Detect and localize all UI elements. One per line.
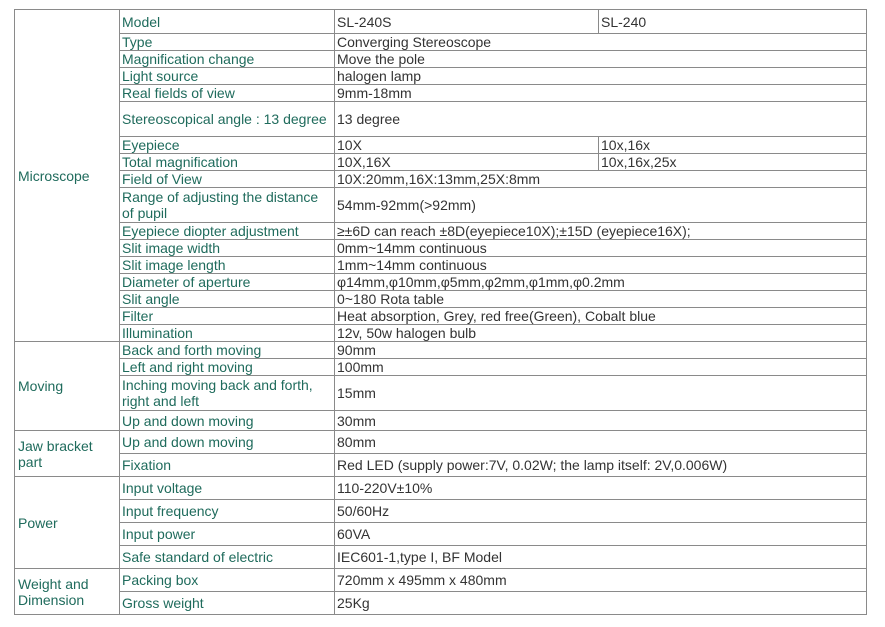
row-value: halogen lamp bbox=[335, 68, 867, 85]
table-row bbox=[15, 477, 867, 500]
row-value: 30mm bbox=[335, 411, 867, 431]
spec-table bbox=[14, 9, 867, 615]
row-label: Safe standard of electric bbox=[120, 546, 335, 569]
row-label: Up and down moving bbox=[120, 411, 335, 431]
row-label: Light source bbox=[120, 68, 335, 85]
table-row bbox=[15, 376, 867, 411]
row-label: Inching moving back and forth, right and left bbox=[120, 376, 335, 411]
row-label: Slit angle bbox=[120, 291, 335, 308]
table-row bbox=[15, 523, 867, 546]
row-value: Move the pole bbox=[335, 51, 867, 68]
row-label: Fixation bbox=[120, 454, 335, 477]
row-value: 110-220V±10% bbox=[335, 477, 867, 500]
table-row bbox=[15, 51, 867, 68]
row-label: Slit image width bbox=[120, 240, 335, 257]
table-row bbox=[15, 154, 867, 171]
row-value: Heat absorption, Grey, red free(Green), Cobalt blue bbox=[335, 308, 867, 325]
table-row bbox=[15, 85, 867, 102]
table-row bbox=[15, 342, 867, 359]
row-label: Slit image length bbox=[120, 257, 335, 274]
row-label: Eyepiece diopter adjustment bbox=[120, 223, 335, 240]
row-label: Total magnification bbox=[120, 154, 335, 171]
row-label: Range of adjusting the distance of pupil bbox=[120, 188, 335, 223]
row-label: Real fields of view bbox=[120, 85, 335, 102]
row-value: 10X:20mm,16X:13mm,25X:8mm bbox=[335, 171, 867, 188]
row-value: 100mm bbox=[335, 359, 867, 376]
header-label: Model bbox=[120, 10, 335, 34]
row-value: 13 degree bbox=[335, 102, 867, 137]
row-label: Left and right moving bbox=[120, 359, 335, 376]
row-label: Field of View bbox=[120, 171, 335, 188]
row-value: 1mm~14mm continuous bbox=[335, 257, 867, 274]
group-microscope: Microscope bbox=[15, 10, 120, 342]
row-label: Input voltage bbox=[120, 477, 335, 500]
header-model-b: SL-240 bbox=[599, 10, 867, 34]
row-label: Type bbox=[120, 34, 335, 51]
table-row bbox=[15, 240, 867, 257]
row-value: IEC601-1,type I, BF Model bbox=[335, 546, 867, 569]
row-value-a: 10X,16X bbox=[335, 154, 599, 171]
table-row bbox=[15, 188, 867, 223]
table-row bbox=[15, 325, 867, 342]
row-value: 60VA bbox=[335, 523, 867, 546]
table-row bbox=[15, 34, 867, 51]
row-value: 12v, 50w halogen bulb bbox=[335, 325, 867, 342]
row-value-b: 10x,16x,25x bbox=[599, 154, 867, 171]
row-label: Gross weight bbox=[120, 592, 335, 615]
table-row bbox=[15, 291, 867, 308]
table-row bbox=[15, 411, 867, 431]
row-value: 50/60Hz bbox=[335, 500, 867, 523]
row-label: Eyepiece bbox=[120, 137, 335, 154]
table-row bbox=[15, 431, 867, 454]
group-power: Power bbox=[15, 477, 120, 569]
row-label: Up and down moving bbox=[120, 431, 335, 454]
table-row bbox=[15, 500, 867, 523]
table-row bbox=[15, 592, 867, 615]
table-row bbox=[15, 359, 867, 376]
row-value: 0mm~14mm continuous bbox=[335, 240, 867, 257]
row-value: 25Kg bbox=[335, 592, 867, 615]
row-value: Converging Stereoscope bbox=[335, 34, 867, 51]
row-label: Back and forth moving bbox=[120, 342, 335, 359]
header-model-a: SL-240S bbox=[335, 10, 599, 34]
row-label: Diameter of aperture bbox=[120, 274, 335, 291]
group-jaw-bracket: Jaw bracket part bbox=[15, 431, 120, 477]
row-value: 9mm-18mm bbox=[335, 85, 867, 102]
row-label: Stereoscopical angle : 13 degree bbox=[120, 102, 335, 137]
row-value: 90mm bbox=[335, 342, 867, 359]
group-weight-dimension: Weight and Dimension bbox=[15, 569, 120, 615]
table-row bbox=[15, 454, 867, 477]
table-row bbox=[15, 546, 867, 569]
table-row bbox=[15, 102, 867, 137]
table-row bbox=[15, 171, 867, 188]
row-value: 80mm bbox=[335, 431, 867, 454]
table-row bbox=[15, 569, 867, 592]
row-value: 0~180 Rota table bbox=[335, 291, 867, 308]
row-label: Magnification change bbox=[120, 51, 335, 68]
table-row bbox=[15, 68, 867, 85]
table-row bbox=[15, 10, 867, 34]
row-value: 15mm bbox=[335, 376, 867, 411]
table-row bbox=[15, 223, 867, 240]
row-value-a: 10X bbox=[335, 137, 599, 154]
row-label: Packing box bbox=[120, 569, 335, 592]
table-row bbox=[15, 257, 867, 274]
table-row bbox=[15, 274, 867, 291]
row-label: Input power bbox=[120, 523, 335, 546]
row-value: 720mm x 495mm x 480mm bbox=[335, 569, 867, 592]
group-moving: Moving bbox=[15, 342, 120, 431]
row-label: Illumination bbox=[120, 325, 335, 342]
row-value: ≥±6D can reach ±8D(eyepiece10X);±15D (eyepiece16X); bbox=[335, 223, 867, 240]
table-row bbox=[15, 308, 867, 325]
row-value: Red LED (supply power:7V, 0.02W; the lamp itself: 2V,0.006W) bbox=[335, 454, 867, 477]
row-label: Input frequency bbox=[120, 500, 335, 523]
row-value: φ14mm,φ10mm,φ5mm,φ2mm,φ1mm,φ0.2mm bbox=[335, 274, 867, 291]
row-label: Filter bbox=[120, 308, 335, 325]
row-value-b: 10x,16x bbox=[599, 137, 867, 154]
row-value: 54mm-92mm(>92mm) bbox=[335, 188, 867, 223]
table-row bbox=[15, 137, 867, 154]
